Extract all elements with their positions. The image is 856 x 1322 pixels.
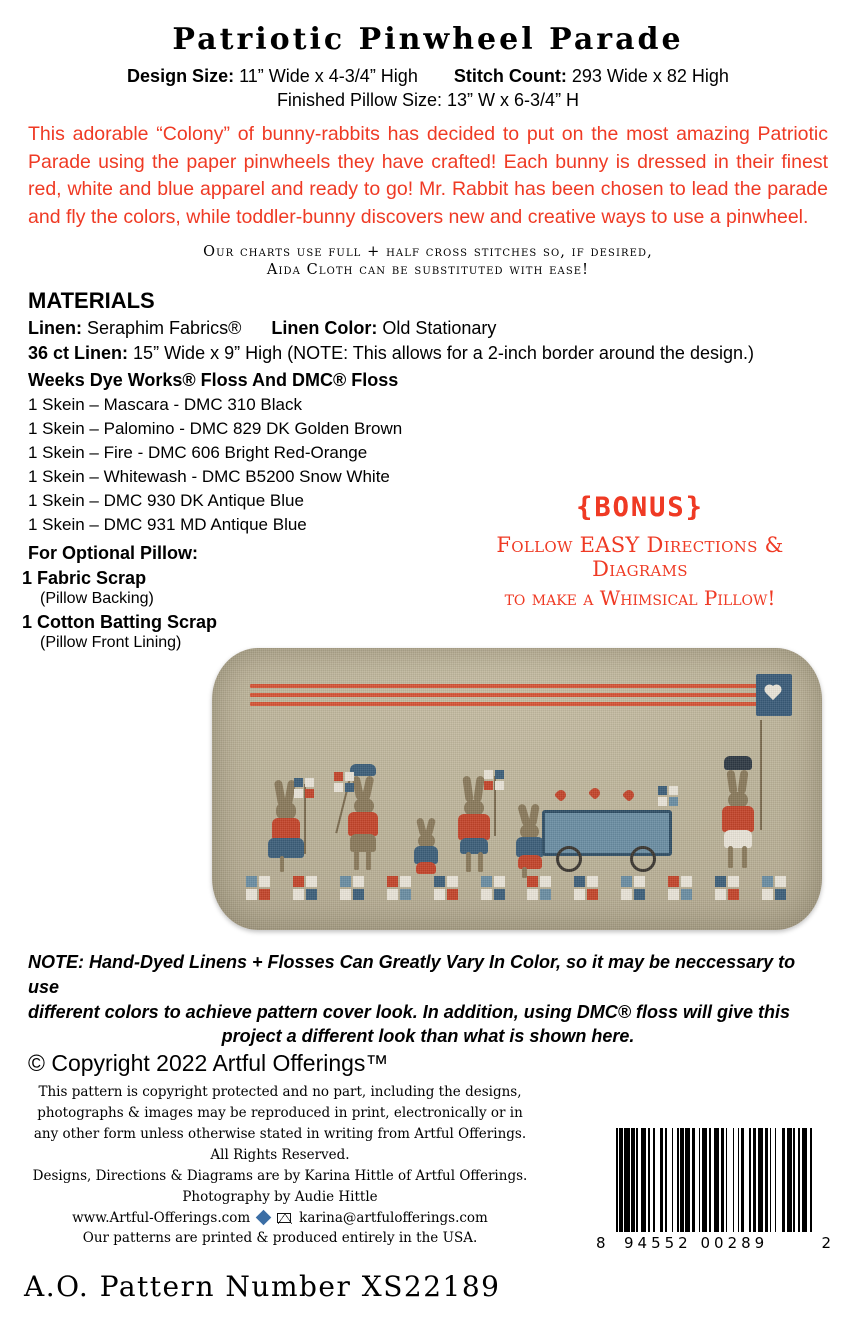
fineprint-line: Photography by Audie Hittle <box>182 1188 378 1205</box>
bunny-4 <box>510 804 554 878</box>
website-link[interactable]: www.Artful-Offerings.com <box>72 1209 251 1226</box>
pinwheel-border <box>246 874 788 904</box>
chart-note <box>0 244 856 278</box>
chart-note-line1: Our charts use full + half cross stitches so, if desired, <box>203 243 653 260</box>
barcode-digits <box>596 1232 832 1254</box>
contact-row <box>20 1208 540 1229</box>
list-item: 1 Cotton Batting Scrap <box>22 611 218 632</box>
pinwheel-cart <box>542 788 692 874</box>
intro-paragraph: This adorable “Colony” of bunny-rabbits has decided to put on the most amazing Patriotic Parade using the paper pinwheels they have crafted! Each bunny is dressed in their finest red, white and blue apparel and ready to go! Mr. Rabbit has been chosen to lead the parade and fly the colors, while toddler-bunny discovers new and creative ways to use a pinwheel. <box>28 123 828 229</box>
list-item-sub: (Pillow Front Lining) <box>40 633 182 651</box>
materials-heading: MATERIALS <box>28 287 155 313</box>
color-variance-note <box>28 950 828 1049</box>
linen-count-row <box>28 343 856 364</box>
spec-row-1 <box>0 66 856 87</box>
linen-count-label: 36 ct Linen: <box>28 342 129 363</box>
list-item: 1 Skein – DMC 930 DK Antique Blue <box>28 490 304 510</box>
copyright-heading: © Copyright 2022 Artful Offerings™ <box>28 1050 389 1076</box>
floss-heading: Weeks Dye Works® Floss And DMC® Floss <box>28 369 399 390</box>
fineprint-line: any other form unless otherwise stated in writing from Artful Offerings. <box>33 1125 527 1142</box>
barcode-left-digit: 8 <box>596 1234 607 1252</box>
linen-count-value: 15” Wide x 9” High (NOTE: This allows for a 2-inch border around the design.) <box>133 342 754 363</box>
fineprint-line: All Rights Reserved. <box>210 1146 350 1163</box>
note-lead: NOTE: <box>28 952 84 972</box>
list-item: 1 Skein – Palomino - DMC 829 DK Golden Brown <box>28 418 403 438</box>
list-item: 1 Skein – Fire - DMC 606 Bright Red-Orange <box>28 442 368 462</box>
linen-label: Linen: <box>28 317 82 338</box>
barcode <box>596 1128 832 1254</box>
pattern-number: A.O. Pattern Number XS22189 <box>24 1270 501 1303</box>
bonus-line-1: Follow EASY Directions & Diagrams <box>496 533 784 581</box>
bunny-mr-rabbit <box>712 760 764 872</box>
linen-value: Seraphim Fabrics® <box>87 317 242 338</box>
note-line-3: project a different look than what is shown here. <box>221 1026 635 1047</box>
pillow-body <box>212 648 822 930</box>
linen-color-value: Old Stationary <box>382 317 497 338</box>
pattern-back-cover <box>0 22 856 1322</box>
bonus-title: {BONUS} <box>576 492 704 523</box>
list-item: 1 Skein – Mascara - DMC 310 Black <box>28 394 302 414</box>
list-item: 1 Skein – DMC 931 MD Antique Blue <box>28 514 307 534</box>
list-item-sub: (Pillow Backing) <box>40 589 154 607</box>
bunny-toddler <box>408 818 444 878</box>
fineprint-block <box>20 1082 540 1249</box>
fineprint-line: This pattern is copyright protected and no part, including the designs, <box>38 1084 522 1100</box>
fineprint-line: Designs, Directions & Diagrams are by Karina Hittle of Artful Offerings. <box>32 1167 528 1184</box>
bunny-1 <box>264 780 310 872</box>
bonus-line-2: to make a Whimsical Pillow! <box>504 586 776 610</box>
pillow-photo <box>212 648 822 930</box>
stripe-band <box>250 684 784 710</box>
design-size-value: 11” Wide x 4-3/4” High <box>239 66 418 86</box>
email-link[interactable]: karina@artfulofferings.com <box>299 1209 488 1226</box>
chart-note-line2: Aida Cloth can be substituted with ease! <box>266 261 590 278</box>
barcode-bars <box>616 1128 812 1232</box>
finished-size-label: Finished Pillow Size: <box>276 90 443 110</box>
stitch-count-value: 293 Wide x 82 High <box>571 66 729 86</box>
stitch-count-label: Stitch Count: <box>453 66 567 86</box>
barcode-right-digit: 2 <box>821 1234 832 1252</box>
flag-canton <box>756 674 792 716</box>
page-title: Patriotic Pinwheel Parade <box>172 22 684 57</box>
finished-size-value: 13” W x 6-3/4” H <box>447 90 580 110</box>
list-item: 1 Fabric Scrap <box>22 567 147 588</box>
fineprint-line: photographs & images may be reproduced in print, electronically or in <box>37 1104 523 1121</box>
list-item: 1 Skein – Whitewash - DMC B5200 Snow White <box>28 466 390 486</box>
spec-row-2 <box>0 90 856 111</box>
barcode-middle-digits: 94552 00289 <box>624 1234 769 1252</box>
bunny-3 <box>450 776 498 872</box>
note-line-1: Hand-Dyed Linens + Flosses Can Greatly Vary In Color, so it may be neccessary to use <box>28 952 796 997</box>
design-size-label: Design Size: <box>127 66 235 86</box>
diamond-icon <box>256 1210 272 1226</box>
linen-row <box>28 318 856 339</box>
envelope-icon <box>277 1213 291 1223</box>
bunny-2 <box>340 772 388 872</box>
bonus-block <box>455 492 825 610</box>
optional-pillow-heading: For Optional Pillow: <box>28 542 198 563</box>
printed-in-usa: Our patterns are printed & produced entirely in the USA. <box>82 1230 478 1247</box>
linen-color-label: Linen Color: <box>271 317 378 338</box>
note-line-2: different colors to achieve pattern cover look. In addition, using DMC® floss will give this <box>28 1001 791 1022</box>
